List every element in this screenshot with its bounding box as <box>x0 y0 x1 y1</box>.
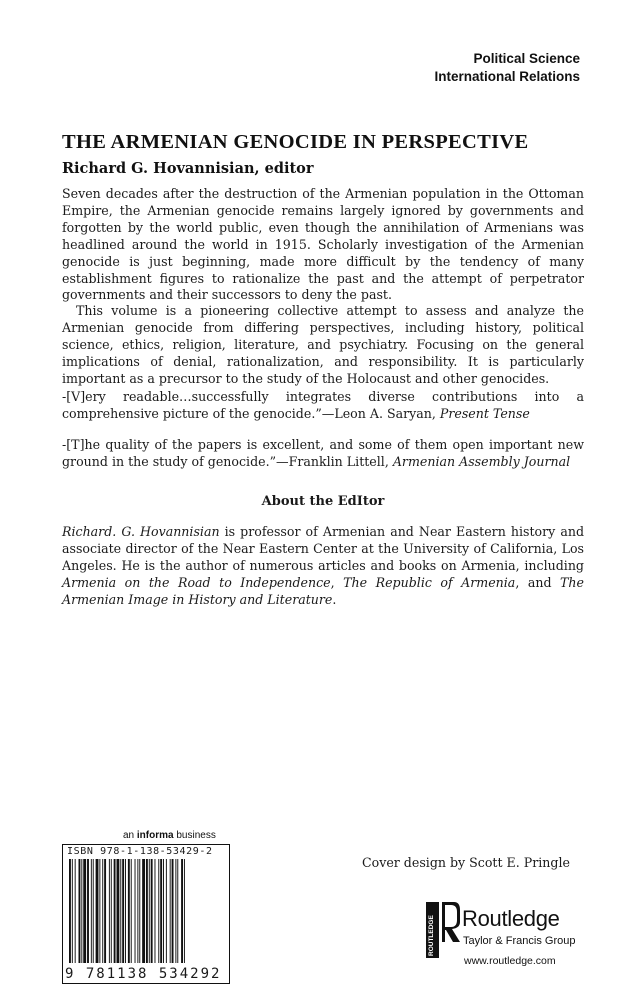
book-reference-1: Armenia on the Road to Independence <box>62 574 331 590</box>
barcode-bar <box>79 859 81 963</box>
barcode-bar <box>175 859 176 963</box>
cover-design-credit: Cover design by Scott E. Pringle <box>362 855 570 870</box>
editor-line: Richard G. Hovannisian, editor <box>62 160 314 177</box>
bio-text: is professor of Armenian and Near Eastern history and associate director of the Near Eastern Center at the University of California, Los Angeles. He is the author of numerous articles and books on Armenia, including <box>62 524 585 573</box>
tagline-prefix: an <box>123 830 137 841</box>
barcode-bar <box>117 859 120 963</box>
barcode-bar <box>125 859 126 963</box>
barcode-bar <box>72 859 73 963</box>
barcode-bar <box>69 859 71 963</box>
barcode-bar <box>170 859 171 963</box>
barcode-bar <box>75 859 76 963</box>
barcode-bar <box>166 859 167 963</box>
barcode-bar <box>142 859 145 963</box>
routledge-logo-icon <box>426 902 460 958</box>
editor-bio <box>62 524 584 609</box>
book-title: THE ARMENIAN GENOCIDE IN PERSPECTIVE <box>62 131 529 153</box>
barcode-bar <box>135 859 136 963</box>
barcode-bar <box>177 859 178 963</box>
review-source: Present Tense <box>439 405 530 421</box>
description-paragraph-2: This volume is a pioneering collective attempt to assess and analyze the Armenian genocide from differing perspectives, including history, political science, ethics, religion, literature, and psychiatry. Focusing on the general implications of denial, rationalization, and responsibility. It is particularly important as a precursor to the study of the Holocaust and other genocides. <box>62 303 584 386</box>
barcode-bar <box>184 859 185 963</box>
subject-category <box>434 50 580 86</box>
book-reference-2: The Republic of Armenia <box>343 574 516 590</box>
barcode-bar <box>151 859 153 963</box>
bio-end: . <box>332 591 337 607</box>
about-editor-heading: About the EdItor <box>261 494 385 509</box>
tagline-brand: informa <box>136 830 174 841</box>
logo-wordmark: ROUTLEDGE <box>428 915 435 956</box>
review-source: Armenian Assembly Journal <box>392 453 571 469</box>
barcode-box <box>62 844 230 984</box>
category-political-science: Political Science <box>473 51 580 66</box>
barcode-bar <box>146 859 148 963</box>
barcode-bar <box>149 859 150 963</box>
publisher-group: Taylor & Francis Group <box>463 935 576 947</box>
barcode-bar <box>160 859 162 963</box>
barcode-bar <box>181 859 183 963</box>
category-international-relations: International Relations <box>434 69 580 84</box>
publisher-logo <box>426 902 606 962</box>
barcode-bar <box>99 859 100 963</box>
barcode-bar <box>111 859 112 963</box>
publisher-name: Routledge <box>462 906 560 931</box>
bio-separator: , and <box>515 574 561 590</box>
publisher-url[interactable]: www.routledge.com <box>464 955 556 967</box>
barcode-bar <box>91 859 92 963</box>
bio-separator: , <box>330 574 344 590</box>
barcode-bar <box>155 859 156 963</box>
review-quote-text: -[T]he quality of the papers is excellent, and some of them open important new ground in the study of genocide.”—Franklin Littell, <box>62 437 584 469</box>
editor-name: Richard. G. Hovannisian <box>62 524 220 539</box>
barcode-bar <box>163 859 164 963</box>
barcode-bar <box>81 859 82 963</box>
barcode-bar <box>87 859 89 963</box>
review-quote-2 <box>62 437 584 471</box>
tagline-suffix: business <box>173 830 216 841</box>
barcode-bar <box>96 859 99 963</box>
barcode-bar <box>139 859 140 963</box>
barcode-bar <box>120 859 121 963</box>
isbn-text: ISBN 978-1-138-53429-2 <box>67 846 213 857</box>
review-quote-text: -[V]ery readable…successfully integrates diverse contributions into a comprehensive picture of the genocide.”—Leon A. Saryan, <box>62 389 584 421</box>
barcode-bar <box>114 859 116 963</box>
book-reference-3: The Armenian Image in History and Literature <box>62 574 584 607</box>
barcode-digits: 9 781138 534292 <box>65 966 222 982</box>
barcode-bar <box>104 859 106 963</box>
barcode-bar <box>102 859 103 963</box>
barcode-bar <box>109 859 110 963</box>
barcode-bar <box>122 859 124 963</box>
barcode-bar <box>93 859 94 963</box>
barcode-bar <box>158 859 159 963</box>
informa-tagline <box>123 830 233 841</box>
barcode-bars-icon <box>67 859 227 965</box>
barcode-bar <box>131 859 132 963</box>
barcode-bar <box>172 859 174 963</box>
barcode-bar <box>137 859 138 963</box>
barcode-bar <box>83 859 86 963</box>
barcode-bar <box>128 859 130 963</box>
review-quote-1 <box>62 389 584 423</box>
description-paragraph-1: Seven decades after the destruction of the Armenian population in the Ottoman Empire, the Armenian genocide remains largely ignored by governments and forgotten by the world public, even though the annihilation of Armenians was headlined around the world in 1915. Scholarly investigation of the Armenian genocide is just beginning, made more difficult by the tendency of many establishment figures to rationalize the past and the attempt of perpetrator governments and their successors to deny the past. <box>62 186 584 303</box>
